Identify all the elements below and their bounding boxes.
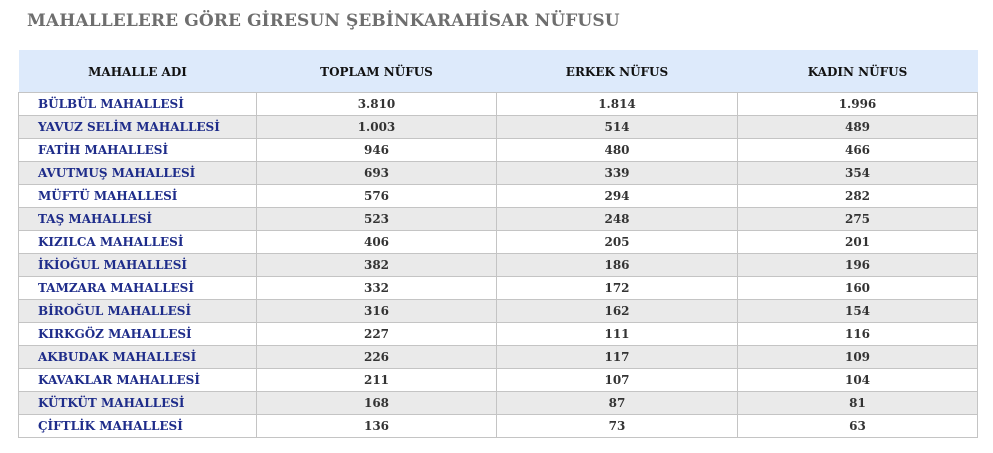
neighborhood-link[interactable]: TAŞ MAHALLESİ <box>19 208 257 231</box>
neighborhood-link[interactable]: KIRKGÖZ MAHALLESİ <box>19 323 257 346</box>
table-row <box>19 254 978 277</box>
male-population-cell: 87 <box>497 392 738 415</box>
total-population-cell: 523 <box>257 208 497 231</box>
male-population-cell: 1.814 <box>497 93 738 116</box>
male-population-cell: 117 <box>497 346 738 369</box>
neighborhood-link[interactable]: TAMZARA MAHALLESİ <box>19 277 257 300</box>
neighborhood-link[interactable]: FATİH MAHALLESİ <box>19 139 257 162</box>
female-population-cell: 201 <box>738 231 978 254</box>
neighborhood-link[interactable]: ÇİFTLİK MAHALLESİ <box>19 415 257 438</box>
total-population-cell: 211 <box>257 369 497 392</box>
total-population-cell: 332 <box>257 277 497 300</box>
table-row <box>19 392 978 415</box>
male-population-cell: 248 <box>497 208 738 231</box>
female-population-cell: 489 <box>738 116 978 139</box>
neighborhood-link[interactable]: KÜTKÜT MAHALLESİ <box>19 392 257 415</box>
neighborhood-link[interactable]: İKİOĞUL MAHALLESİ <box>19 254 257 277</box>
header-total-population: TOPLAM NÜFUS <box>257 51 497 93</box>
female-population-cell: 154 <box>738 300 978 323</box>
neighborhood-link[interactable]: BÜLBÜL MAHALLESİ <box>19 93 257 116</box>
header-male-population: ERKEK NÜFUS <box>497 51 738 93</box>
male-population-cell: 186 <box>497 254 738 277</box>
total-population-cell: 316 <box>257 300 497 323</box>
male-population-cell: 111 <box>497 323 738 346</box>
table-row <box>19 162 978 185</box>
female-population-cell: 1.996 <box>738 93 978 116</box>
table-row <box>19 116 978 139</box>
total-population-cell: 406 <box>257 231 497 254</box>
female-population-cell: 466 <box>738 139 978 162</box>
male-population-cell: 339 <box>497 162 738 185</box>
table-row <box>19 139 978 162</box>
table-row <box>19 369 978 392</box>
total-population-cell: 693 <box>257 162 497 185</box>
female-population-cell: 104 <box>738 369 978 392</box>
male-population-cell: 172 <box>497 277 738 300</box>
male-population-cell: 480 <box>497 139 738 162</box>
neighborhood-link[interactable]: KIZILCA MAHALLESİ <box>19 231 257 254</box>
total-population-cell: 576 <box>257 185 497 208</box>
header-neighborhood-name: MAHALLE ADI <box>19 51 257 93</box>
population-table <box>18 50 978 438</box>
table-row <box>19 323 978 346</box>
female-population-cell: 81 <box>738 392 978 415</box>
female-population-cell: 160 <box>738 277 978 300</box>
total-population-cell: 227 <box>257 323 497 346</box>
table-row <box>19 231 978 254</box>
male-population-cell: 514 <box>497 116 738 139</box>
total-population-cell: 382 <box>257 254 497 277</box>
female-population-cell: 275 <box>738 208 978 231</box>
table-row <box>19 346 978 369</box>
male-population-cell: 294 <box>497 185 738 208</box>
male-population-cell: 107 <box>497 369 738 392</box>
neighborhood-link[interactable]: BİROĞUL MAHALLESİ <box>19 300 257 323</box>
male-population-cell: 162 <box>497 300 738 323</box>
male-population-cell: 205 <box>497 231 738 254</box>
page-title: MAHALLELERE GÖRE GİRESUN ŞEBİNKARAHİSAR NÜFUSU <box>27 11 620 31</box>
table-row <box>19 277 978 300</box>
total-population-cell: 136 <box>257 415 497 438</box>
header-female-population: KADIN NÜFUS <box>738 51 978 93</box>
table-header <box>19 51 978 93</box>
female-population-cell: 354 <box>738 162 978 185</box>
male-population-cell: 73 <box>497 415 738 438</box>
table-row <box>19 208 978 231</box>
female-population-cell: 109 <box>738 346 978 369</box>
total-population-cell: 168 <box>257 392 497 415</box>
neighborhood-link[interactable]: MÜFTÜ MAHALLESİ <box>19 185 257 208</box>
neighborhood-link[interactable]: AKBUDAK MAHALLESİ <box>19 346 257 369</box>
total-population-cell: 1.003 <box>257 116 497 139</box>
neighborhood-link[interactable]: KAVAKLAR MAHALLESİ <box>19 369 257 392</box>
table-row <box>19 93 978 116</box>
total-population-cell: 226 <box>257 346 497 369</box>
female-population-cell: 63 <box>738 415 978 438</box>
female-population-cell: 116 <box>738 323 978 346</box>
table-row <box>19 185 978 208</box>
header-row <box>19 51 978 93</box>
female-population-cell: 282 <box>738 185 978 208</box>
neighborhood-link[interactable]: YAVUZ SELİM MAHALLESİ <box>19 116 257 139</box>
total-population-cell: 946 <box>257 139 497 162</box>
total-population-cell: 3.810 <box>257 93 497 116</box>
female-population-cell: 196 <box>738 254 978 277</box>
table-row <box>19 415 978 438</box>
neighborhood-link[interactable]: AVUTMUŞ MAHALLESİ <box>19 162 257 185</box>
table-row <box>19 300 978 323</box>
table-body <box>19 93 978 438</box>
